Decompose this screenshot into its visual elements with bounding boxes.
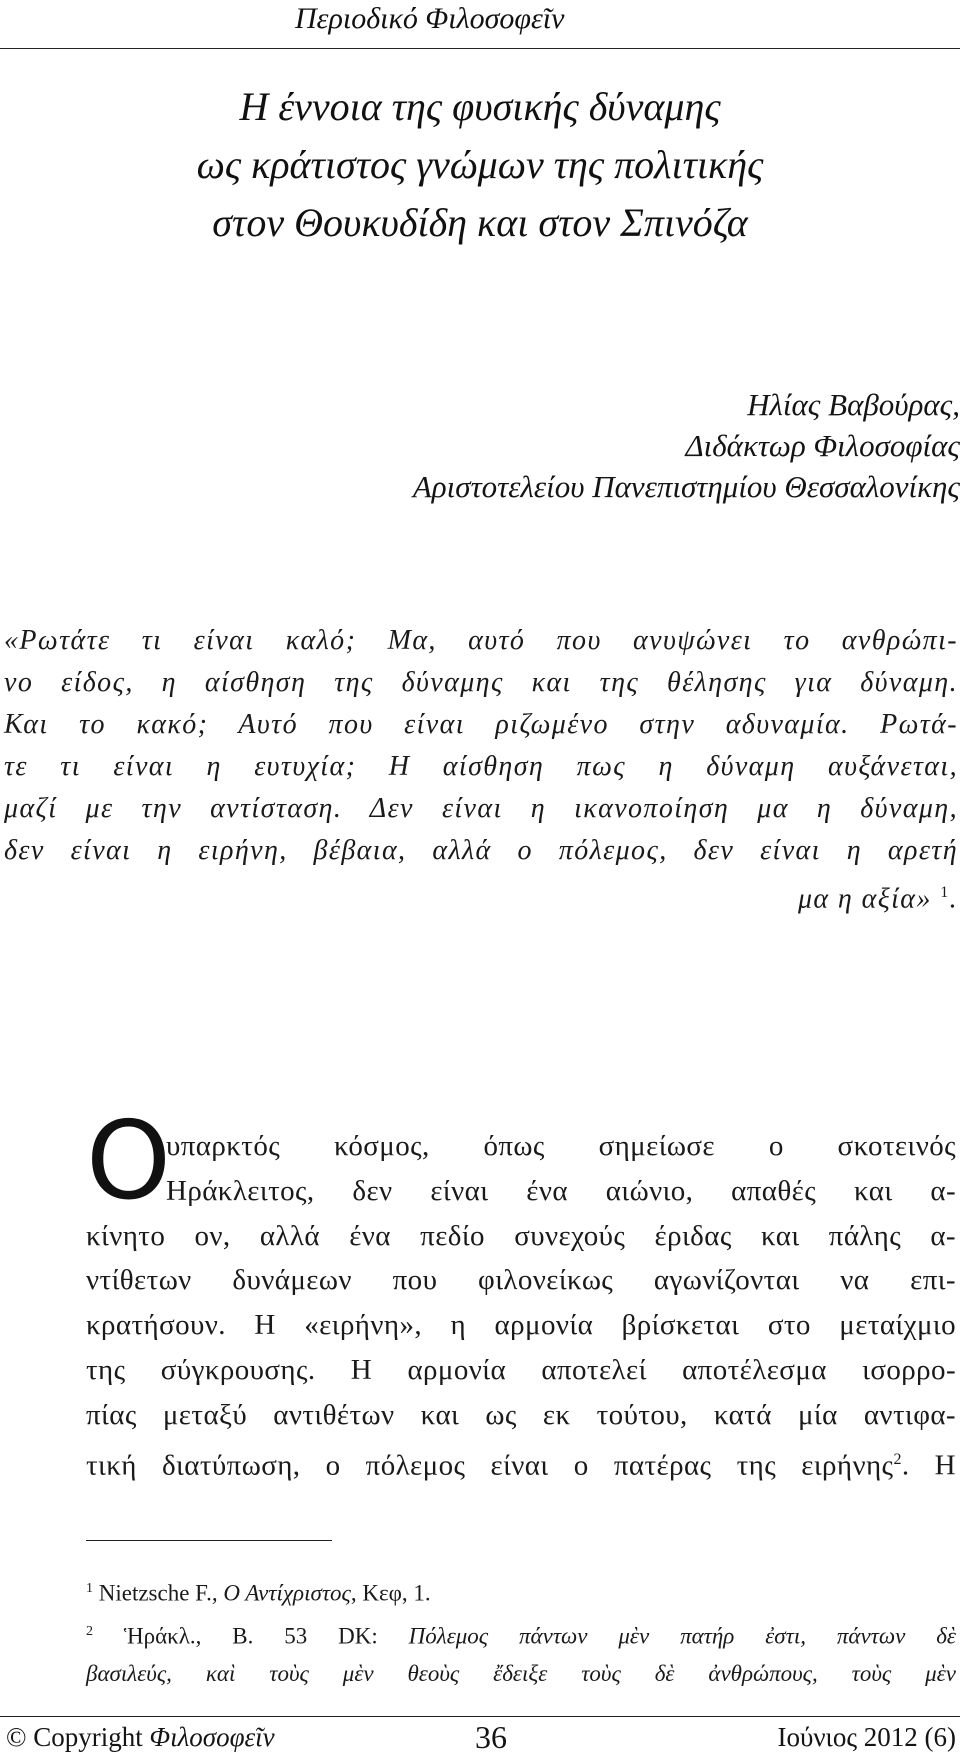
footnote-2-marker: 2 [86,1623,93,1639]
body-line: Ηράκλειτος, δεν είναι ένα αιώνιο, απαθές και α- [166,1174,956,1207]
body-line: κρατήσουν. Η «ειρήνη», η αρμονία βρίσκεται στο μεταίχμιο [86,1309,956,1342]
issue-date: Ιούνιος 2012 (6) [777,1722,956,1752]
journal-name: Περιοδικό Φιλοσοφεῖν [295,2,565,35]
title-line: Η έννοια της φυσικής δύναμης [239,84,721,129]
footnote-1 [86,1570,956,1613]
drop-cap: Ο [86,1099,172,1224]
quote-line: δεν είναι η ειρήνη, βέβαια, αλλά ο πόλεμος, δεν είναι η αρετή [4,835,958,866]
footnote-2-quote: Πόλεμος πάντων μὲν πατήρ ἐστι, πάντων δὲ [408,1623,956,1649]
author-university: Αριστοτελείου Πανεπιστημίου Θεσσαλονίκης [412,469,960,504]
quote-line: μαζί με την αντίσταση. Δεν είναι η ικανοποίηση μα η δύναμη, [4,793,958,824]
body-line-last [86,1438,956,1488]
author-name: Ηλίας Βαβούρας, [747,387,960,422]
quote-last-punct: . [949,883,958,915]
footnote-1-work: Ο Αντίχριστος [223,1580,351,1606]
quote-line: νο είδος, η αίσθηση της δύναμης και της θέλησης για δύναμη. [4,667,958,698]
copyright-prefix: © Copyright [6,1722,150,1752]
body-line: ντίθετων δυνάμεων που φιλονείκως αγωνίζονται να επι- [86,1264,956,1297]
quote-last-line [4,872,958,920]
footnotes [86,1570,956,1693]
copyright-journal: Φιλοσοφεῖν [149,1722,275,1752]
quote-line: Και το κακό; Αυτό που είναι ριζωμένο στην αδυναμία. Ρωτά- [4,709,958,740]
body-line: πίας μεταξύ αντιθέτων και ως εκ τούτου, κατά μία αντιφα- [86,1398,956,1431]
article-title [60,78,900,252]
footnote-ref-2[interactable]: 2 [893,1450,902,1468]
quote-line: τε τι είναι η ευτυχία; Η αίσθηση πως η δύναμη αυξάνεται, [4,751,958,782]
body-last-tail: . Η [901,1449,956,1482]
copyright [6,1722,275,1753]
footnote-rule [86,1540,332,1541]
running-header [0,0,960,49]
body-line: υπαρκτός κόσμος, όπως σημείωσε ο σκοτεινός [166,1130,956,1162]
body-text [86,1124,956,1488]
footnote-2 [86,1613,956,1656]
quote-line: «Ρωτάτε τι είναι καλό; Μα, αυτό που ανυψώνει το ανθρώπι- [4,625,958,656]
author-block [413,384,960,507]
footnote-1-marker: 1 [86,1581,93,1596]
title-line: στον Θουκυδίδη και στον Σπινόζα [212,200,748,245]
author-degree: Διδάκτωρ Φιλοσοφίας [685,428,960,463]
title-line: ως κράτιστος γνώμων της πολιτικής [196,142,764,187]
footnote-2-continued [86,1655,956,1693]
epigraph-quote [4,620,958,920]
footnote-2-quote-cont: βασιλεύς, καὶ τοὺς μὲν θεοὺς ἔδειξε τοὺς δὲ ἀνθρώπους, τοὺς μὲν [86,1661,956,1687]
body-line: κίνητο ον, αλλά ένα πεδίο συνεχούς έριδας και πάλης α- [86,1219,956,1252]
page-footer [0,1716,960,1762]
footnote-2-text: Ἡράκλ., Β. 53 DK: [93,1623,409,1649]
body-line: της σύγκρουσης. Η αρμονία αποτελεί αποτέλεσμα ισορρο- [86,1353,956,1386]
page-number: 36 [475,1719,507,1755]
footnote-1-tail: , Κεφ, 1. [350,1580,431,1606]
quote-last-text: μα η αξία» [797,883,932,915]
footnote-1-text: Nietzsche F., [93,1580,224,1606]
footnote-ref-1[interactable]: 1 [940,884,950,901]
body-last-text: τική διατύπωση, ο πόλεμος είναι ο πατέρας της ειρήνης [86,1449,894,1482]
